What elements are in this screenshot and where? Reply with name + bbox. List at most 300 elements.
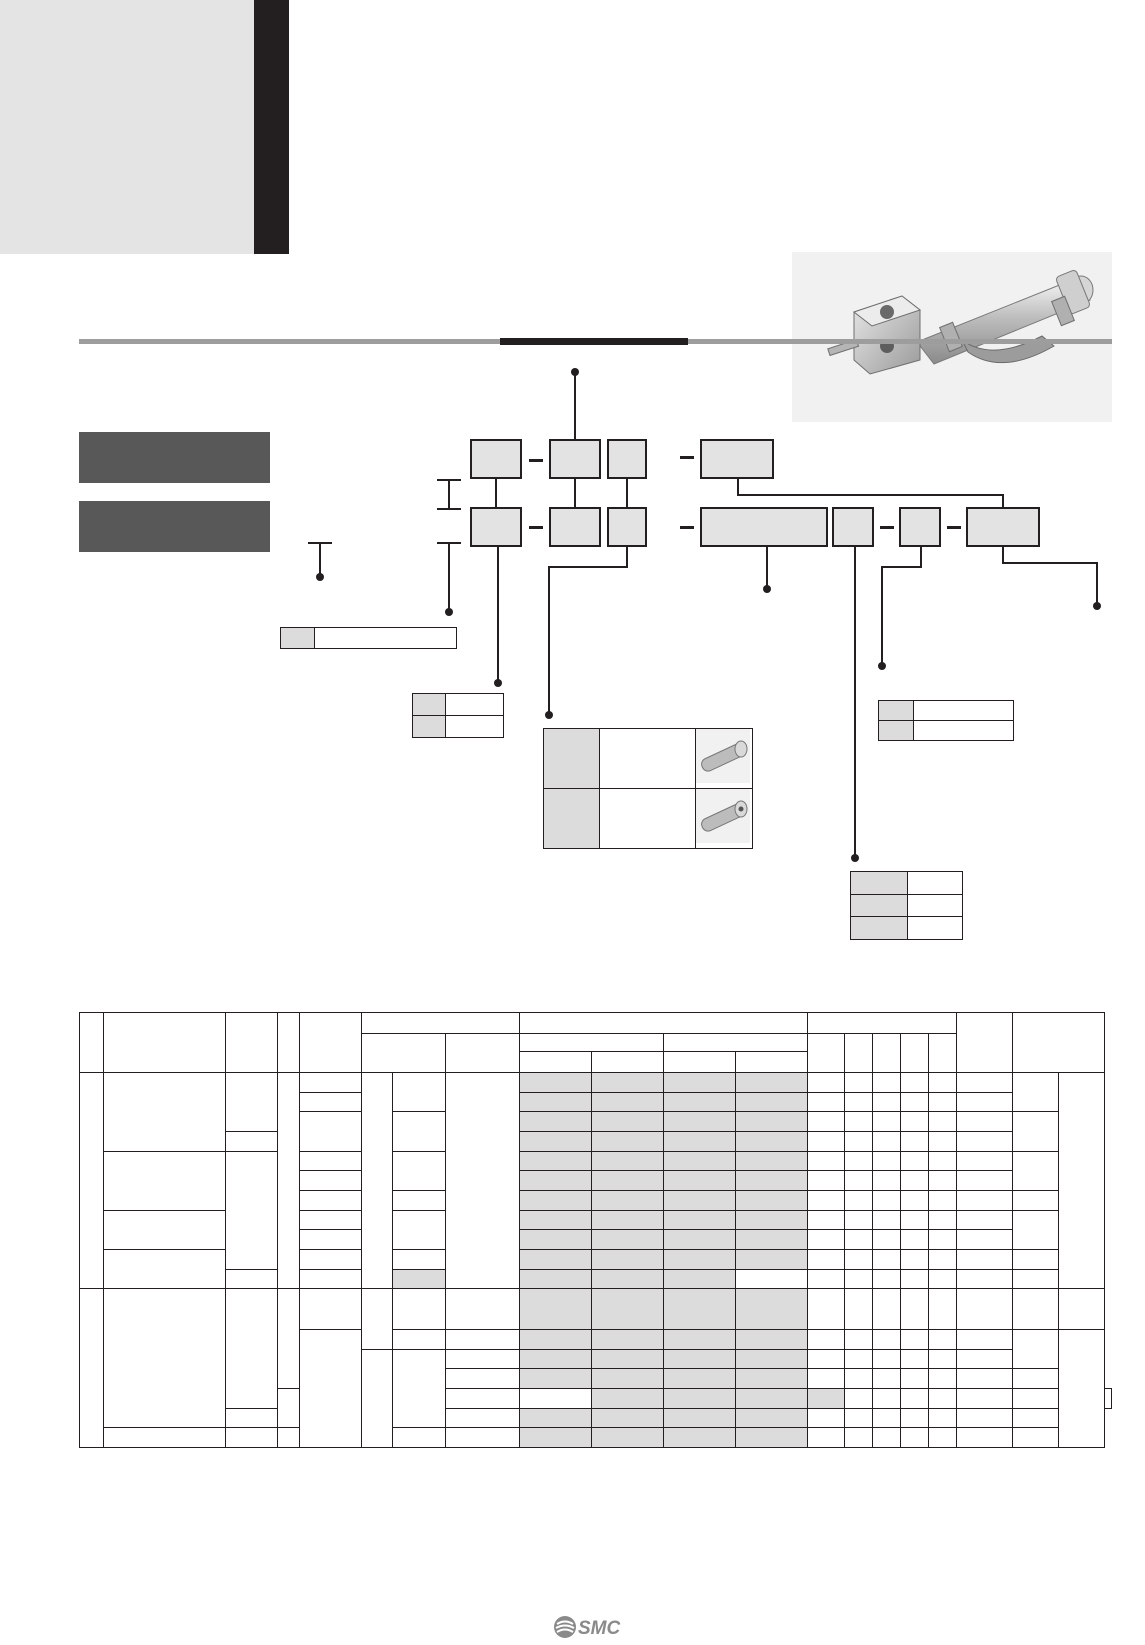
bracket (448, 479, 450, 509)
mount-table (280, 627, 457, 649)
table-cell (845, 1112, 873, 1132)
dash (529, 459, 543, 462)
table-cell (873, 1408, 901, 1428)
table-cell (901, 1349, 929, 1369)
table-cell (446, 1428, 520, 1448)
table-cell-shaded (664, 1073, 736, 1093)
table-cell (873, 1112, 901, 1132)
code-box-lead (899, 507, 941, 547)
table-cell (446, 1289, 520, 1329)
table-cell-shaded (413, 694, 446, 716)
table-cell-shaded (413, 716, 446, 738)
callout-dot (545, 711, 553, 719)
table-cell (901, 1073, 929, 1093)
table-cell-shaded (592, 1112, 664, 1132)
table-cell (80, 1013, 104, 1073)
table-cell (1013, 1191, 1059, 1211)
table-cell (808, 1349, 845, 1369)
table-cell-shaded (664, 1269, 736, 1289)
table-cell-shaded (736, 1428, 808, 1448)
table-cell (592, 1052, 664, 1073)
table-row (80, 1408, 1112, 1428)
table-cell (808, 1250, 845, 1270)
dash (529, 526, 543, 529)
table-cell (808, 1408, 845, 1428)
table-cell-shaded (520, 1191, 592, 1211)
table-cell-shaded (592, 1073, 664, 1093)
table-cell-shaded (664, 1191, 736, 1211)
table-cell (600, 729, 696, 789)
table-cell (929, 1112, 957, 1132)
table-cell (957, 1092, 1013, 1112)
table-cell (104, 1289, 226, 1428)
table-cell-shaded (736, 1132, 808, 1152)
table-cell (362, 1349, 393, 1448)
table-cell (446, 1349, 520, 1369)
table-cell-shaded (281, 628, 315, 649)
table-cell (278, 1073, 300, 1289)
table-cell (873, 1388, 901, 1408)
table-cell (929, 1171, 957, 1191)
table-cell-shaded (879, 721, 914, 741)
table-cell-shaded (520, 1349, 592, 1369)
table-cell-shaded (520, 1112, 592, 1132)
table-cell-shaded (736, 1191, 808, 1211)
table-cell (957, 1408, 1013, 1428)
table-cell-shaded (592, 1230, 664, 1250)
table-cell (929, 1289, 957, 1329)
table-cell (1059, 1289, 1105, 1329)
table-cell-shaded (520, 1092, 592, 1112)
table-cell (393, 1112, 446, 1151)
table-cell-shaded (664, 1250, 736, 1270)
connector-line (495, 479, 497, 507)
table-cell (957, 1073, 1013, 1093)
table-cell (600, 789, 696, 849)
table-cell (446, 716, 504, 738)
table-cell (393, 1250, 446, 1270)
table-cell (845, 1408, 873, 1428)
table-cell-shaded (520, 1073, 592, 1093)
table-cell-shaded (664, 1349, 736, 1369)
table-cell (901, 1250, 929, 1270)
code-box-port (607, 507, 647, 547)
table-cell (393, 1289, 446, 1329)
table-cell (901, 1388, 929, 1408)
table-cell (873, 1151, 901, 1171)
table-cell-shaded (664, 1210, 736, 1230)
table-cell-shaded (851, 917, 908, 940)
table-cell (901, 1289, 929, 1329)
table-cell (1013, 1210, 1059, 1249)
table-cell (929, 1230, 957, 1250)
table-cell-shaded (520, 1132, 592, 1152)
table-cell (808, 1329, 845, 1349)
table-cell (1059, 1073, 1105, 1289)
table-cell (104, 1151, 226, 1210)
table-cell (278, 1428, 300, 1448)
table-row (80, 1132, 1112, 1152)
table-cell (929, 1388, 957, 1408)
table-cell (1013, 1329, 1059, 1368)
table-cell-shaded (664, 1151, 736, 1171)
table-cell (873, 1349, 901, 1369)
table-cell (957, 1112, 1013, 1132)
table-row (80, 1013, 1112, 1034)
table-cell (104, 1210, 226, 1249)
table-cell-shaded (592, 1408, 664, 1428)
code-box-port (607, 439, 647, 479)
table-row (80, 1269, 1112, 1289)
lead-table (878, 700, 1014, 741)
table-cell (873, 1171, 901, 1191)
table-cell-shaded (520, 1369, 592, 1389)
callout-dot (445, 608, 453, 616)
table-cell (664, 1052, 736, 1073)
table-cell (300, 1329, 362, 1447)
callout-dot (494, 679, 502, 687)
table-cell-shaded (520, 1171, 592, 1191)
table-cell (808, 1112, 845, 1132)
table-cell (1013, 1013, 1105, 1073)
table-cell (808, 1289, 845, 1329)
connector-line (319, 542, 321, 575)
table-cell (362, 1033, 446, 1072)
table-cell (929, 1369, 957, 1389)
table-cell-shaded (736, 1171, 808, 1191)
table-cell-shaded (736, 1112, 808, 1132)
callout-dot (763, 585, 771, 593)
connector-line (881, 566, 922, 568)
table-cell (104, 1250, 226, 1289)
table-cell (362, 1073, 393, 1289)
table-cell-shaded (664, 1388, 736, 1408)
table-row (879, 701, 1014, 721)
table-cell (957, 1230, 1013, 1250)
table-cell (845, 1388, 873, 1408)
table-cell (520, 1013, 808, 1034)
table-cell (901, 1151, 929, 1171)
table-cell-shaded (736, 1250, 808, 1270)
code-box-series (470, 439, 522, 479)
table-cell (1013, 1428, 1059, 1448)
table-cell (845, 1092, 873, 1112)
table-cell-shaded (664, 1428, 736, 1448)
dash (680, 456, 694, 459)
connector-line (737, 479, 739, 495)
table-cell (300, 1269, 362, 1289)
table-cell (446, 1073, 520, 1289)
table-cell (845, 1171, 873, 1191)
table-cell (873, 1269, 901, 1289)
table-cell-shaded (736, 1230, 808, 1250)
table-cell (845, 1289, 873, 1329)
table-cell (226, 1408, 278, 1428)
table-cell (80, 1289, 104, 1448)
table-cell-shaded (592, 1250, 664, 1270)
table-cell-shaded (520, 1289, 592, 1329)
connector-line (881, 566, 883, 665)
table-cell (957, 1428, 1013, 1448)
table-cell (808, 1269, 845, 1289)
table-cell (901, 1269, 929, 1289)
table-cell (929, 1073, 957, 1093)
table-cell-shaded (592, 1269, 664, 1289)
table-cell (929, 1349, 957, 1369)
smc-logo (552, 1614, 634, 1640)
table-cell-shaded (592, 1210, 664, 1230)
table-cell (300, 1112, 362, 1151)
table-cell (300, 1073, 362, 1093)
table-cell (957, 1388, 1013, 1408)
table-cell (808, 1073, 845, 1093)
table-cell (520, 1388, 592, 1408)
table-cell (446, 1388, 520, 1408)
table-cell-shaded (592, 1092, 664, 1112)
callout-dot (878, 662, 886, 670)
table-cell (1013, 1369, 1059, 1389)
table-cell (80, 1073, 104, 1289)
table-cell (226, 1289, 278, 1408)
table-cell (362, 1289, 393, 1349)
table-cell (736, 1052, 808, 1073)
table-cell (1059, 1329, 1105, 1447)
connector-line (574, 479, 576, 507)
table-cell (873, 1033, 901, 1072)
code-box-stroke (700, 507, 828, 547)
table-row (281, 628, 457, 649)
callout-dot (1093, 602, 1101, 610)
table-cell (300, 1171, 362, 1191)
table-cell (278, 1388, 300, 1427)
table-cell (446, 1033, 520, 1072)
table-cell-shaded (520, 1210, 592, 1230)
table-row (413, 694, 504, 716)
connector-line (1096, 562, 1098, 604)
table-cell-shaded (592, 1132, 664, 1152)
product-photo (792, 252, 1112, 422)
table-cell-shaded (520, 1250, 592, 1270)
table-cell (696, 729, 753, 789)
table-cell (520, 1033, 664, 1052)
table-cell (808, 1033, 845, 1072)
table-cell (808, 1191, 845, 1211)
table-cell-shaded (736, 1369, 808, 1389)
table-cell (104, 1428, 226, 1448)
model-label-block-1 (79, 432, 270, 483)
table-cell-shaded (592, 1191, 664, 1211)
table-cell (1013, 1388, 1059, 1408)
table-cell-shaded (736, 1210, 808, 1230)
table-cell (808, 1171, 845, 1191)
table-cell (226, 1428, 278, 1448)
table-cell (393, 1349, 446, 1428)
table-row (80, 1428, 1112, 1448)
table-cell (873, 1210, 901, 1230)
table-cell (808, 1230, 845, 1250)
table-cell (901, 1210, 929, 1230)
table-cell-shaded (664, 1132, 736, 1152)
table-cell (808, 1151, 845, 1171)
table-cell-shaded (851, 872, 908, 895)
table-cell (1013, 1289, 1059, 1329)
table-cell (957, 1289, 1013, 1329)
table-cell (300, 1289, 362, 1329)
table-cell (908, 917, 963, 940)
rod-end-image-icon (696, 729, 750, 783)
table-cell (914, 701, 1014, 721)
table-cell-shaded (736, 1388, 808, 1408)
table-cell (520, 1052, 592, 1073)
table-cell-shaded (592, 1171, 664, 1191)
table-cell (957, 1132, 1013, 1152)
table-cell (957, 1013, 1013, 1073)
table-cell-shaded (808, 1388, 845, 1408)
table-cell (845, 1191, 873, 1211)
connector-line (548, 566, 550, 714)
table-cell (808, 1210, 845, 1230)
table-cell (929, 1191, 957, 1211)
series-table (412, 693, 504, 738)
table-cell-shaded (592, 1388, 664, 1408)
table-cell (873, 1329, 901, 1349)
rod-end-table (543, 728, 753, 849)
table-cell-shaded (736, 1073, 808, 1093)
table-cell (845, 1033, 873, 1072)
table-cell (300, 1191, 362, 1211)
table-cell (300, 1230, 362, 1250)
table-cell-shaded (520, 1428, 592, 1448)
connector-line (626, 479, 628, 507)
table-cell-shaded (592, 1349, 664, 1369)
connector-line (737, 494, 1003, 496)
table-cell (901, 1132, 929, 1152)
smc-logo-icon (552, 1614, 634, 1640)
table-cell (873, 1092, 901, 1112)
table-cell (808, 1092, 845, 1112)
table-row (544, 789, 753, 849)
table-cell-shaded (520, 1151, 592, 1171)
table-row (80, 1289, 1112, 1329)
connector-line (920, 547, 922, 567)
table-cell (929, 1428, 957, 1448)
table-cell (300, 1092, 362, 1112)
table-cell-shaded (592, 1329, 664, 1349)
header-black-bar (254, 0, 289, 254)
table-cell (226, 1269, 278, 1289)
table-cell (957, 1210, 1013, 1230)
table-cell (300, 1151, 362, 1171)
table-cell (873, 1191, 901, 1211)
table-cell-shaded (520, 1269, 592, 1289)
table-cell (901, 1329, 929, 1349)
table-cell (845, 1269, 873, 1289)
table-cell (901, 1092, 929, 1112)
table-cell-shaded (664, 1329, 736, 1349)
table-cell (929, 1210, 957, 1230)
model-label-block-2 (79, 501, 270, 552)
table-cell (808, 1013, 957, 1034)
header-grey-block (0, 0, 254, 254)
table-cell-shaded (544, 789, 600, 849)
table-cell (957, 1171, 1013, 1191)
spec-table (79, 1012, 1112, 1448)
table-cell (808, 1132, 845, 1152)
table-cell-shaded (736, 1289, 808, 1329)
connector-line (1002, 562, 1098, 564)
bracket (437, 508, 461, 510)
table-cell (300, 1250, 362, 1270)
table-cell (957, 1349, 1013, 1369)
table-cell (901, 1230, 929, 1250)
table-cell (393, 1191, 446, 1211)
table-cell (845, 1369, 873, 1389)
table-cell (957, 1269, 1013, 1289)
table-cell-shaded (879, 701, 914, 721)
table-cell-shaded (664, 1171, 736, 1191)
table-cell (362, 1013, 520, 1034)
table-cell-shaded (664, 1230, 736, 1250)
table-cell (929, 1092, 957, 1112)
table-cell-shaded (592, 1151, 664, 1171)
table-cell (845, 1132, 873, 1152)
table-cell (315, 628, 457, 649)
table-row (851, 872, 963, 895)
table-cell (1105, 1388, 1112, 1408)
connector-line (448, 542, 450, 610)
table-cell (1013, 1408, 1059, 1428)
table-cell-shaded (664, 1289, 736, 1329)
table-cell (446, 1369, 520, 1389)
table-cell-shaded (520, 1329, 592, 1349)
table-cell-shaded (592, 1369, 664, 1389)
logo-text: SMC (578, 1618, 621, 1639)
table-cell-shaded (664, 1408, 736, 1428)
table-row (544, 729, 753, 789)
table-cell (873, 1369, 901, 1389)
dash (947, 526, 961, 529)
table-cell (1013, 1151, 1059, 1190)
table-cell (1013, 1250, 1059, 1270)
table-cell (1013, 1112, 1059, 1151)
table-cell (845, 1250, 873, 1270)
connector-line (497, 547, 499, 680)
table-cell-shaded (736, 1151, 808, 1171)
table-row (80, 1151, 1112, 1171)
table-cell (845, 1151, 873, 1171)
table-cell (845, 1428, 873, 1448)
table-cell (664, 1033, 808, 1052)
code-box-option (966, 507, 1040, 547)
table-cell-shaded (664, 1369, 736, 1389)
table-cell (873, 1250, 901, 1270)
table-cell-shaded (736, 1092, 808, 1112)
table-cell (104, 1073, 226, 1152)
table-cell (393, 1210, 446, 1249)
code-box-bore (549, 507, 601, 547)
table-cell (845, 1210, 873, 1230)
table-cell (901, 1428, 929, 1448)
table-cell (873, 1073, 901, 1093)
table-cell-shaded (736, 1329, 808, 1349)
table-cell (873, 1230, 901, 1250)
table-cell (845, 1073, 873, 1093)
table-cell (957, 1250, 1013, 1270)
connector-line (766, 547, 768, 589)
switch-table (850, 871, 963, 940)
table-cell (845, 1230, 873, 1250)
table-cell (901, 1112, 929, 1132)
